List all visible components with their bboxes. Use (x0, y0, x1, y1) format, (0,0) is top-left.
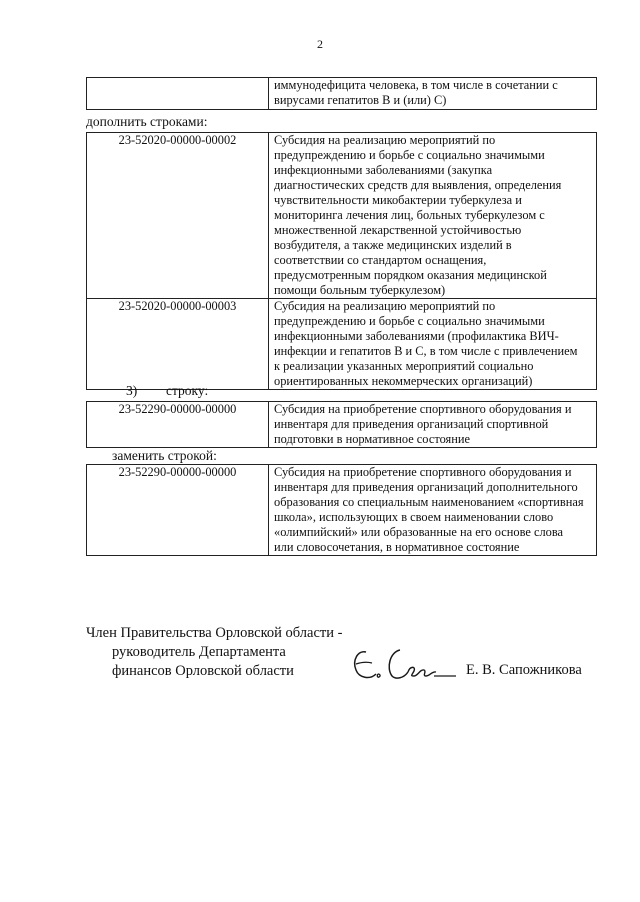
page-number: 2 (317, 37, 323, 51)
desc-line: предупреждению и борьбе с социально значимыми (274, 314, 545, 328)
code-cell: 23-52020-00000-00003 (87, 299, 269, 390)
desc-cell (269, 299, 597, 390)
continuation-table (86, 77, 597, 110)
signatory-line: финансов Орловской области (112, 663, 294, 679)
add-rows-label: дополнить строками: (86, 114, 208, 129)
desc-line: множественной лекарственной устойчивостью (274, 223, 522, 237)
signatory-title (86, 624, 342, 681)
desc-line: помощи больным туберкулезом) (274, 283, 446, 297)
desc-line: инфекционными заболеваниями (профилактика ВИЧ- (274, 329, 559, 343)
handwritten-signature (348, 638, 458, 686)
desc-line: мониторинга лечения лиц, больных туберкулезом с (274, 208, 545, 222)
code-cell: 23-52290-00000-00000 (87, 402, 269, 448)
desc-line: предусмотренным порядком оказания медицинской (274, 268, 547, 282)
desc-line: или словосочетания, в нормативное состояние (274, 540, 520, 554)
desc-line: инфекции и гепатитов В и С, в том числе с привлечением (274, 344, 578, 358)
desc-line: иммунодефицита человека, в том числе в сочетании с (274, 78, 558, 92)
desc-line: инфекционными заболеваниями (закупка (274, 163, 493, 177)
table-row (87, 78, 597, 110)
desc-line: инвентаря для приведения организаций спортивной (274, 417, 549, 431)
desc-line: ориентированных некоммерческих организаций) (274, 374, 533, 388)
old-row-table (86, 401, 597, 448)
added-rows-table (86, 132, 597, 390)
desc-cell (269, 78, 597, 110)
desc-line: образования со специальным наименованием «спортивная (274, 495, 584, 509)
desc-cell (269, 402, 597, 448)
code-cell: 23-52290-00000-00000 (87, 465, 269, 556)
desc-line: соответствии со стандартом оснащения, (274, 253, 487, 267)
desc-line: Субсидия на приобретение спортивного оборудования и (274, 465, 572, 479)
desc-line: Субсидия на реализацию мероприятий по (274, 133, 496, 147)
desc-line: Субсидия на реализацию мероприятий по (274, 299, 496, 313)
item-3-label: строку: (166, 383, 209, 398)
desc-line: подготовки в нормативное состояние (274, 432, 470, 446)
desc-line: инвентаря для приведения организаций дополнительного (274, 480, 578, 494)
table-row (87, 465, 597, 556)
desc-line: к реализации указанных мероприятий социально (274, 359, 534, 373)
signatory-line: Член Правительства Орловской области - (86, 625, 343, 641)
code-cell (87, 78, 269, 110)
desc-line: возбудителя, а также медицинских изделий в (274, 238, 512, 252)
new-row-table (86, 464, 597, 556)
signatory-name: Е. В. Сапожникова (466, 662, 582, 678)
table-row (87, 402, 597, 448)
replace-label: заменить строкой: (112, 448, 217, 463)
desc-line: Субсидия на приобретение спортивного оборудования и (274, 402, 572, 416)
desc-line: предупреждению и борьбе с социально значимыми (274, 148, 545, 162)
desc-line: «олимпийский» или образованные на его основе слова (274, 525, 564, 539)
table-row (87, 133, 597, 299)
item-3-number: 3) (126, 383, 138, 398)
table-row (87, 299, 597, 390)
desc-line: школа», использующих в своем наименовании слово (274, 510, 554, 524)
desc-cell (269, 133, 597, 299)
code-cell: 23-52020-00000-00002 (87, 133, 269, 299)
desc-line: вирусами гепатитов В и (или) С) (274, 93, 447, 107)
signatory-line: руководитель Департамента (112, 644, 286, 660)
desc-line: диагностических средств для выявления, определения (274, 178, 562, 192)
desc-line: чувствительности микобактерии туберкулеза и (274, 193, 522, 207)
desc-cell (269, 465, 597, 556)
